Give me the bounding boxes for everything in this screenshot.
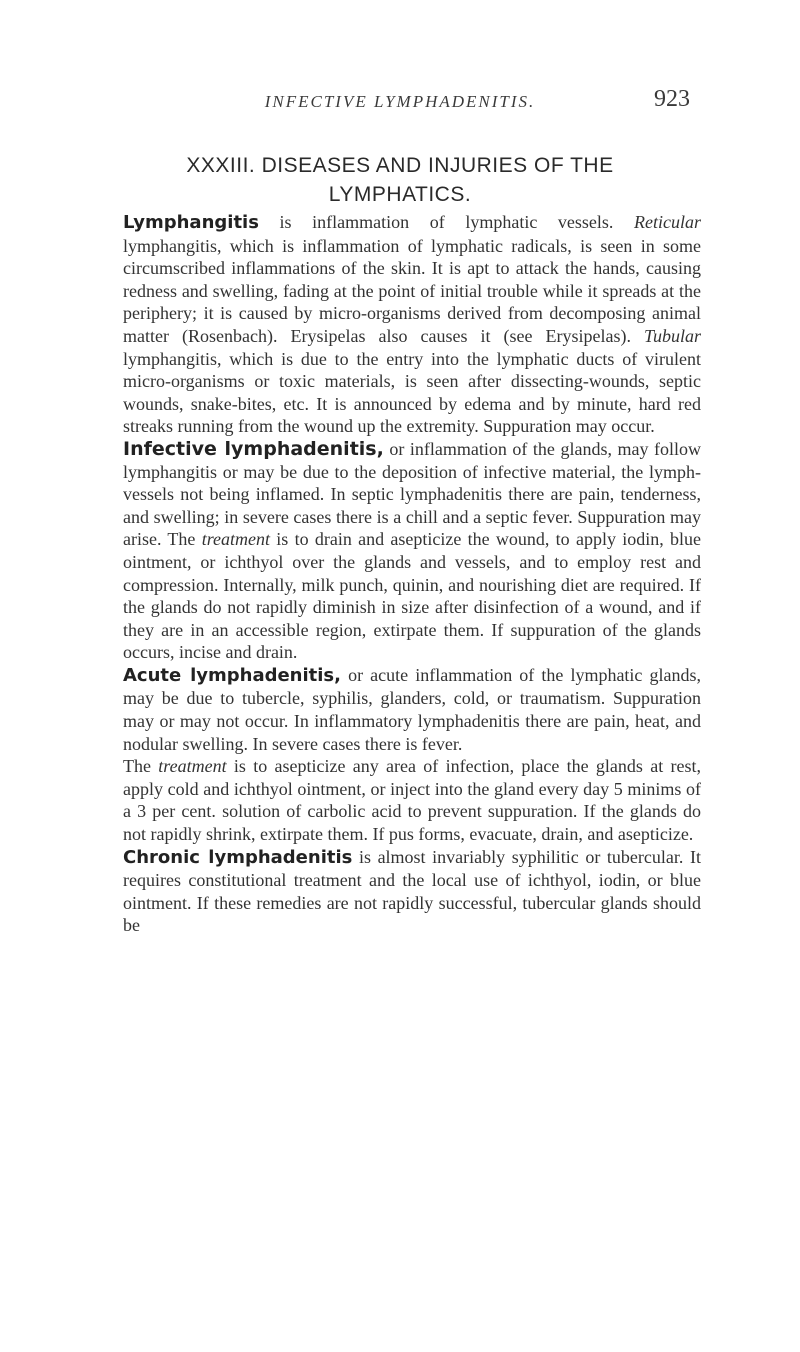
paragraph-acute-lymphadenitis	[123, 664, 701, 755]
text-segment: or acute inflammation of the lymphatic glands, may be due to tubercle, syphilis, glanders, cold, or traumatism. Suppuration may or may not occur. In inflammatory lymphadenitis there are pain, heat, and nodular swelling. In severe cases there is fever.	[123, 664, 702, 754]
term-lymphangitis: Lymphangitis	[123, 212, 259, 233]
paragraph-infective-lymphadenitis	[123, 438, 701, 664]
term-chronic-lymphadenitis: Chronic lymphadenitis	[123, 846, 353, 868]
text-segment: or inflammation of the glands, may follow lymphangitis or may be due to the deposition of infective material, the lymph-vessels not being inflamed. In septic lymphadenitis there are pain, tenderness, and swelling; in severe cases there is a chill and a septic fever. Suppuration may arise. The	[123, 438, 701, 550]
chapter-title-line-2: LYMPHATICS.	[328, 183, 472, 206]
text-segment: is to drain and asepticize the wound, to apply iodin, blue ointment, or ichthyol over the glands and vessels, and to employ rest and compression. Internally, milk punch, quinin, and nourishing diet are required. If the glands do not rapidly diminish in size after disinfection of a wound, and if they are in an accessible region, extirpate them. If suppuration of the glands occurs, incise and drain.	[123, 529, 701, 663]
chapter-title	[118, 151, 682, 209]
text-segment: lymphangitis, which is due to the entry into the lymphatic ducts of virulent micro-organisms or toxic materials, is seen after dissecting-wounds, septic wounds, snake-bites, etc. It is announced by edema and by minute, hard red streaks running from the wound up the extremity. Suppuration may occur.	[123, 348, 701, 437]
running-head: INFECTIVE LYMPHADENITIS.	[264, 92, 536, 111]
italic-term: Tubular	[643, 325, 701, 346]
body-text	[123, 211, 701, 937]
page-number: 923	[654, 86, 690, 112]
paragraph-acute-treatment	[123, 755, 701, 845]
text-segment: lymphangitis, which is inflammation of lymphatic radicals, is seen in some circumscribed inflammations of the skin. It is apt to attack the hands, causing redness and swelling, fading at the point of initial trouble while it spreads at the periphery; it is caused by micro-organisms derived from decomposing animal matter (Rosenbach). Erysipelas also causes it (see Erysipelas).	[123, 235, 701, 346]
italic-term: treatment	[158, 756, 227, 777]
text-segment: The	[123, 756, 159, 777]
italic-term: treatment	[201, 529, 271, 550]
paragraph-lymphangitis	[123, 211, 701, 438]
term-infective-lymphadenitis: Infective lymphadenitis,	[123, 437, 384, 460]
text-segment: is almost invariably syphilitic or tubercular. It requires constitutional treatment and the local use of ichthyol, iodin, or blue ointment. If these remedies are not rapidly successful, tubercular glands should be	[123, 846, 701, 936]
paragraph-chronic-lymphadenitis	[123, 846, 701, 937]
chapter-title-line-1: XXXIII. DISEASES AND INJURIES OF THE	[186, 154, 614, 177]
text-segment: is to asepticize any area of infection, place the glands at rest, apply cold and ichthyol ointment, or inject into the gland every day 5 minims of a 3 per cent. solution of carbolic acid to prevent suppuration. If the glands do not rapidly shrink, extirpate them. If pus forms, evacuate, drain, and asepticize.	[123, 756, 701, 845]
term-acute-lymphadenitis: Acute lymphadenitis,	[123, 664, 341, 686]
italic-term: Reticular	[634, 212, 701, 232]
text-segment: is inflammation of lymphatic vessels.	[258, 212, 635, 232]
